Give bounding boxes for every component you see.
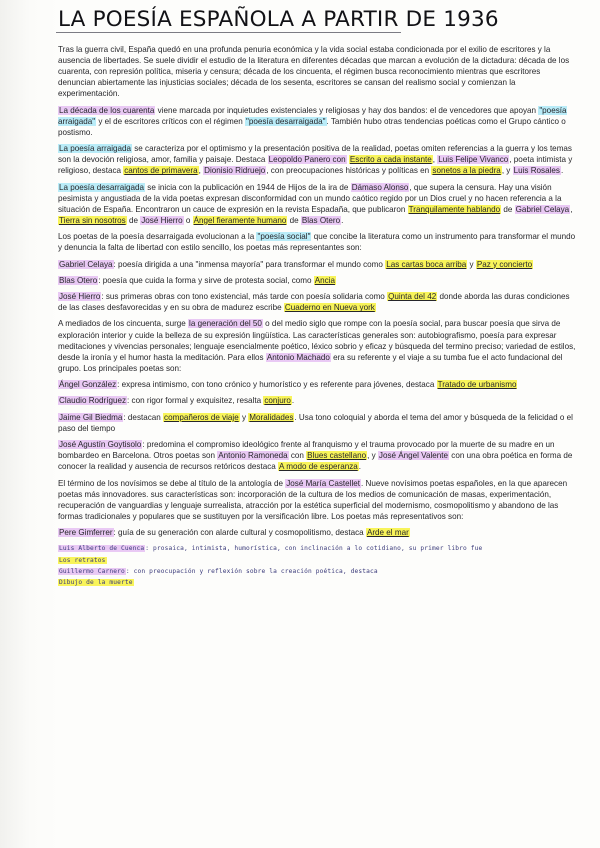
author-highlight: José Hierro xyxy=(141,215,183,225)
paragraph-text: : guía de su generación con alarde cultural y cosmopolitismo, destaca xyxy=(113,528,366,538)
paragraph-text: . xyxy=(560,166,564,176)
paragraph-text: . Nueve novísimos poetas españoles, en la que aparecen poetas más innovadores. sus características son: incorporación de la cultura de los medios de comunicación de masas, experimentación, recuperación de vanguardias y lenguaje surrealista, atracción por la estética superficial del modernismo, cosmopolitismo y abandono de las formas tradicionales y populares que se sustituyen por la versificación libre. Los poetas más representativos son: xyxy=(58,478,568,521)
paragraph-text: , con preocupaciones históricas y políticas en xyxy=(266,166,432,176)
paragraph-biedma xyxy=(58,412,578,434)
paragraph-text: con xyxy=(288,451,307,461)
work-title-highlight: Ancia xyxy=(314,275,335,285)
work-title-highlight: sonetos a la piedra xyxy=(432,166,501,176)
paragraph-text: o del medio siglo que rompe con la poesía social, para buscar poesía que sirva de exploración interior y cuide la belleza de su expresión lingüística. Las características generales son: autobiografismo, poesía para expresar meditaciones y vivencias personales; lenguaje esencialmente poético, léxico sobrio y eficaz y búsqueda del termino preciso; variedad de estilos, desde la ironía y el humor hasta la meditación. Para ellos xyxy=(58,319,576,362)
author-highlight: José Hierro xyxy=(59,292,101,302)
handwritten-notes xyxy=(58,543,578,588)
paragraph-text: Los poetas de la poesía desarraigada evolucionan a la xyxy=(58,232,257,242)
paragraph-text: : expresa intimismo, con tono crónico y humorístico y es referente para jóvenes, destaca xyxy=(117,380,437,390)
handwritten-text: : con preocupación y reflexión sobre la creación poética, destaca xyxy=(125,567,378,575)
paragraph-text: A mediados de los cincuenta, surge xyxy=(58,319,189,329)
handwritten-line xyxy=(58,566,578,577)
paragraph-text: , que supera la censura. Hay una visión pesimista y angustiada de la vida poetas expresan disconformidad con un mundo caótico regido por un Dios cruel y no hacen referencia a la situación de España. Encontraron un cauce de expresión en la revista Espadaña, que publicaron xyxy=(58,182,562,214)
paragraph-text: de xyxy=(126,215,141,225)
author-highlight: la generación del 50 xyxy=(189,319,262,329)
author-highlight: José Agustín Goytisolo xyxy=(59,440,142,450)
work-title-highlight: compañeros de viaje xyxy=(164,412,239,422)
author-highlight: La década de los cuarenta xyxy=(59,105,155,115)
concept-highlight: La poesía arraigada xyxy=(59,144,131,154)
author-highlight: Dionisio Ridruejo xyxy=(204,166,266,176)
handwritten-line xyxy=(58,543,578,554)
paragraph-text: y el de escritores críticos con el régimen xyxy=(96,116,245,126)
concept-highlight: "poesía social" xyxy=(257,232,311,242)
paragraph-text: : poesía dirigida a una "inmensa mayoría" para transformar el mundo como xyxy=(113,259,386,269)
paragraph-text: era su referente y el viaje a su tumba fue el acto fundacional del grupo. Los principales poetas son: xyxy=(58,352,563,373)
work-title-highlight: Dibujo de la muerte xyxy=(59,578,133,586)
paragraph-celaya xyxy=(58,259,578,270)
handwritten-line xyxy=(58,555,578,566)
author-highlight: Leopoldo Panero con xyxy=(268,155,346,165)
author-highlight: Jaime Gil Biedma xyxy=(59,412,123,422)
concept-highlight: "poesía arraigada" xyxy=(58,105,567,126)
work-title-highlight: Arde el mar xyxy=(366,528,409,538)
work-title-highlight: Escrito a cada instante xyxy=(349,155,432,165)
concept-highlight: La poesía desarraigada xyxy=(59,182,145,192)
paragraph-otero xyxy=(58,275,578,286)
work-title-highlight: Cuaderno en Nueva york xyxy=(284,303,375,313)
work-title-highlight: Moralidades xyxy=(249,412,294,422)
paragraph-text: : sus primeras obras con tono existencial, más tarde con poesía solidaria como xyxy=(101,292,388,302)
title-underline xyxy=(56,32,401,33)
paragraph-text: , xyxy=(570,204,573,214)
concept-highlight: "poesía desarraigada" xyxy=(245,116,326,126)
paragraph-goytisolo xyxy=(58,439,578,472)
paragraph-text: y xyxy=(467,259,476,269)
author-highlight: Gabriel Celaya xyxy=(515,204,570,214)
author-highlight: José Ángel Valente xyxy=(378,451,449,461)
paragraph-text: . xyxy=(341,215,344,225)
paragraph-novisimos xyxy=(58,478,578,522)
paragraph-text: . También hubo otras tendencias poéticas como el Grupo cántico o postismo. xyxy=(58,116,566,137)
author-highlight: Ángel González xyxy=(59,380,117,390)
author-highlight: Blas Otero xyxy=(301,215,341,225)
work-title-highlight: Los retratos xyxy=(59,556,106,564)
paragraph-text: se caracteriza por el optimismo y la presentación positiva de la realidad, poetas omiten referencias a la guerra y los temas son la devoción religiosa, amor, familia y paisaje. Destaca xyxy=(58,144,572,165)
paragraph-cincuenta xyxy=(58,318,578,373)
paragraph-text: que concibe la literatura como un instrumento para transformar el mundo y denuncia la falta de libertad con estilo sencillo, los poetas más representantes son: xyxy=(58,232,576,253)
work-title-highlight: A modo de esperanza xyxy=(279,462,358,472)
paragraph-text: : con rigor formal y exquisitez, resalta xyxy=(127,396,264,406)
paragraph-text: , y xyxy=(501,166,513,176)
paragraph-hierro xyxy=(58,291,578,313)
page-title: LA POESÍA ESPAÑOLA A PARTIR DE 1936 xyxy=(58,7,499,32)
work-title-highlight: cantos de primavera xyxy=(124,166,198,176)
paragraph-text: , y xyxy=(367,451,378,461)
paragraph-text: . xyxy=(291,396,295,406)
author-highlight: Claudio Rodríguez xyxy=(59,396,127,406)
paragraph-cuarenta xyxy=(58,105,578,138)
document-body xyxy=(58,44,578,588)
author-highlight: Luis Felipe Vivanco xyxy=(438,155,509,165)
handwritten-line xyxy=(58,577,578,588)
paragraph-text: . xyxy=(358,462,361,472)
work-title-highlight: Las cartas boca arriba xyxy=(386,259,467,269)
paragraph-social xyxy=(58,231,578,253)
paragraph-text: o xyxy=(183,215,193,225)
paragraph-text: viene marcada por inquietudes existenciales y religiosas y hay dos bandos: el de vencedores que apoyan xyxy=(155,105,539,115)
work-title-highlight: conjuro xyxy=(264,396,291,406)
work-title-highlight: Tratado de urbanismo xyxy=(437,380,517,390)
work-title-highlight: Tierra sin nosotros xyxy=(59,215,126,225)
work-title-highlight: Quinta del 42 xyxy=(388,292,437,302)
author-highlight: Luis Rosales xyxy=(513,166,560,176)
author-highlight: Antonio Ramoneda xyxy=(218,451,288,461)
author-highlight: José María Castellet xyxy=(286,478,360,488)
paragraph-text: . Usa tono coloquial y aborda el tema del amor y búsqueda de la felicidad o el paso del tiempo xyxy=(58,412,573,433)
author-highlight: Antonio Machado xyxy=(266,352,330,362)
paragraph-text: : poesía que cuida la forma y sirve de protesta social, como xyxy=(98,275,314,285)
paragraph-text: con una obra poética en forma de conocer la realidad y ausencia de recursos retóricos destaca xyxy=(58,451,573,472)
paragraph-text: Tras la guerra civil, España quedó en una profunda penuria económica y la vida social estaba condicionada por el exilio de escritores y la ausencia de libertades. Se suele dividir el estudio de la literatura en diferentes décadas que marcan a evolución de la dictadura: década de los cuarenta, con represión política, miseria y censura; década de los cincuenta, el régimen busca reconocimiento mientras que escritores denuncian abiertamente las injusticias sociales; década de los sesenta, escritores se cansan del realismo social y comienzan la experimentación. xyxy=(58,45,570,99)
work-title-highlight: Tranquilamente hablando xyxy=(408,204,501,214)
work-title-highlight: Ángel fieramente humano xyxy=(193,215,287,225)
paragraph-text: donde aborda las duras condiciones de las clases desfavorecidas y en su obra de madurez escribe xyxy=(58,292,570,313)
paragraph-gimferrer xyxy=(58,527,578,538)
paragraph-text: se inicia con la publicación en 1944 de Hijos de la ira de xyxy=(145,182,351,192)
paragraph-desarraigada xyxy=(58,182,578,226)
paragraph-text: de xyxy=(501,204,515,214)
author-highlight: Guillermo Carnero xyxy=(59,567,125,575)
paragraph-text: : destacan xyxy=(123,412,164,422)
paragraph-text: y xyxy=(239,412,249,422)
paragraph-gonzalez xyxy=(58,379,578,390)
author-highlight: Pere Gimferrer xyxy=(59,528,113,538)
paragraph-rodriguez xyxy=(58,395,578,406)
work-title-highlight: Paz y concierto xyxy=(476,259,533,269)
author-highlight: Gabriel Celaya xyxy=(59,259,113,269)
paragraph-text: , xyxy=(432,155,438,165)
paragraph-intro xyxy=(58,44,578,99)
work-title-highlight: Blues castellano xyxy=(307,451,367,461)
paragraph-text: , poeta intimista y religioso, destaca xyxy=(58,155,573,176)
paragraph-arraigada xyxy=(58,143,578,176)
author-highlight: Blas Otero xyxy=(59,275,98,285)
author-highlight: Luis Alberto de Cuenca xyxy=(59,545,145,553)
paragraph-text: El término de los novísimos se debe al título de la antología de xyxy=(58,478,286,488)
paragraph-text: de xyxy=(287,215,301,225)
author-highlight: Dámaso Alonso xyxy=(351,182,409,192)
paragraph-text: : predomina el compromiso ideológico frente al franquismo y el trauma provocado por la muerte de su madre en un bombardeo en Barcelona. Otros poetas son xyxy=(58,440,555,461)
paragraph-text: , xyxy=(198,166,204,176)
handwritten-text: : prosaica, intimista, humorística, con inclinación a lo cotidiano, su primer libro fue xyxy=(145,545,483,553)
